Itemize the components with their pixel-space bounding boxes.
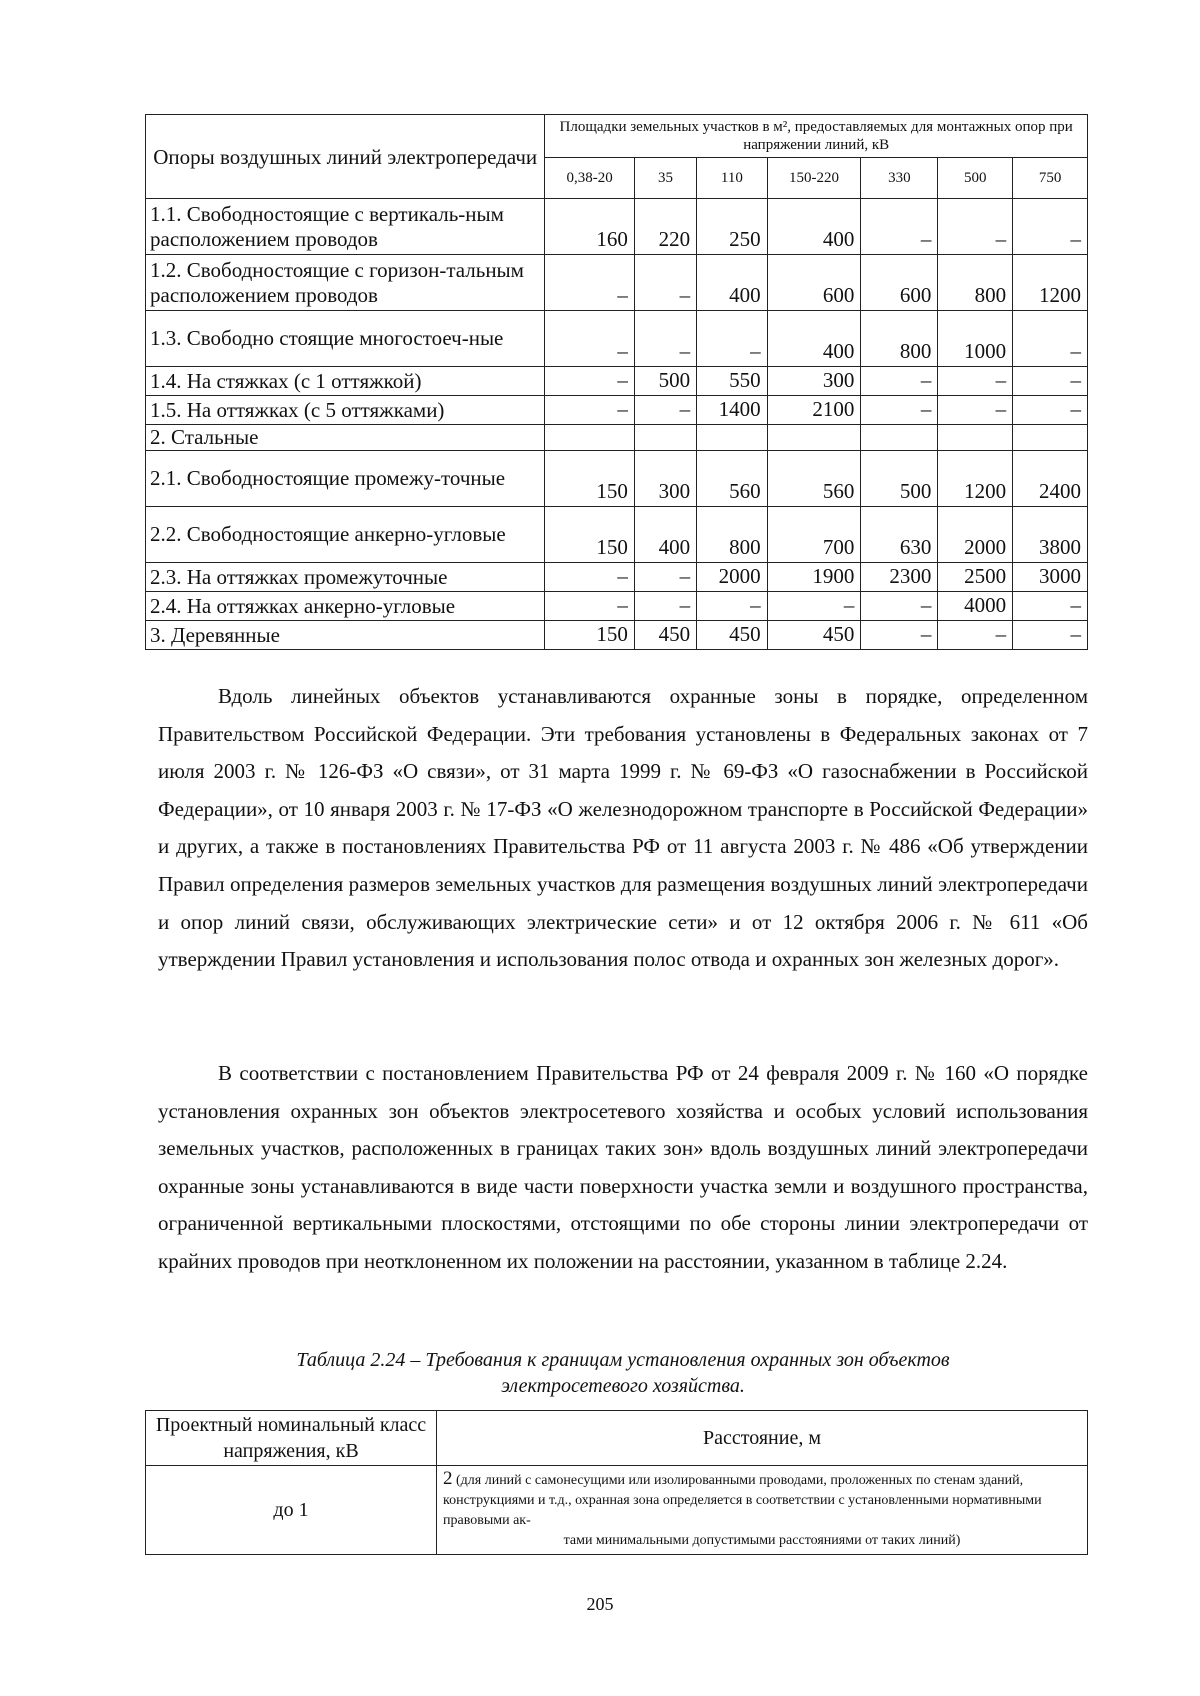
area-value-cell: – xyxy=(1013,396,1088,425)
area-value-cell: – xyxy=(545,311,635,367)
body-paragraph xyxy=(158,678,1088,979)
area-value-cell: 2500 xyxy=(938,563,1013,592)
area-value-cell: – xyxy=(545,563,635,592)
area-value-cell: – xyxy=(1013,621,1088,650)
area-value-cell: – xyxy=(861,621,938,650)
area-value-cell: – xyxy=(767,592,861,621)
area-value-cell: – xyxy=(861,396,938,425)
area-value-cell: 300 xyxy=(634,451,696,507)
area-value-cell: – xyxy=(861,592,938,621)
area-value-cell: 560 xyxy=(697,451,768,507)
area-value-cell: – xyxy=(861,367,938,396)
support-type-cell: 2. Стальные xyxy=(146,425,545,451)
support-type-cell: 1.2. Свободностоящие с горизон-тальным расположением проводов xyxy=(146,255,545,311)
area-value-cell: 600 xyxy=(861,255,938,311)
area-value-cell xyxy=(767,425,861,451)
area-value-cell: 160 xyxy=(545,199,635,255)
support-type-cell: 2.1. Свободностоящие промежу-точные xyxy=(146,451,545,507)
distance-value: 2 xyxy=(443,1468,453,1489)
voltage-header: 35 xyxy=(634,158,696,199)
area-value-cell: 400 xyxy=(634,507,696,563)
protection-zone-table xyxy=(145,1410,1088,1555)
area-value-cell: 500 xyxy=(634,367,696,396)
voltage-class-header: Проектный номинальный класс напряжения, кВ xyxy=(146,1411,437,1466)
area-value-cell: – xyxy=(1013,311,1088,367)
area-value-cell: 1200 xyxy=(938,451,1013,507)
voltage-header: 330 xyxy=(861,158,938,199)
area-value-cell: 800 xyxy=(938,255,1013,311)
area-value-cell xyxy=(1013,425,1088,451)
table-row xyxy=(146,451,1088,507)
table-row xyxy=(146,255,1088,311)
area-value-cell: – xyxy=(545,396,635,425)
voltage-header: 110 xyxy=(697,158,768,199)
distance-cell xyxy=(437,1466,1088,1555)
distance-note-end: тами минимальными допустимыми расстояниями от таких линий) xyxy=(563,1533,961,1548)
area-value-cell: 400 xyxy=(767,199,861,255)
area-value-cell: – xyxy=(938,199,1013,255)
area-value-cell: – xyxy=(938,621,1013,650)
voltage-header: 500 xyxy=(938,158,1013,199)
area-value-cell: 1000 xyxy=(938,311,1013,367)
support-type-cell: 2.4. На оттяжках анкерно-угловые xyxy=(146,592,545,621)
area-value-cell: – xyxy=(861,199,938,255)
body-paragraph xyxy=(158,1055,1088,1281)
area-value-cell: – xyxy=(634,255,696,311)
area-value-cell: – xyxy=(634,592,696,621)
area-value-cell: 800 xyxy=(697,507,768,563)
area-value-cell xyxy=(634,425,696,451)
paragraph-text: В соответствии с постановлением Правительства РФ от 24 февраля 2009 г. № 160 «О порядке установления охранных зон объектов электросетевого хозяйства и особых условий использования земельных участков, расположенных в границах таких зон» вдоль воздушных линий электропередачи охранные зоны устанавливаются в виде части поверхности участка земли и воздушного пространства, ограниченной вертикальными плоскостями, отстоящими по обе стороны линии электропередачи от крайних проводов при неотклоненном их положении на расстоянии, указанном в таблице 2.24. xyxy=(158,1061,1088,1273)
area-value-cell: 220 xyxy=(634,199,696,255)
support-type-cell: 2.3. На оттяжках промежуточные xyxy=(146,563,545,592)
table-row xyxy=(146,563,1088,592)
table-caption-line: Таблица 2.24 – Требования к границам установления охранных зон объектов xyxy=(296,1349,950,1371)
area-value-cell: 1400 xyxy=(697,396,768,425)
area-value-cell: – xyxy=(1013,199,1088,255)
area-value-cell xyxy=(938,425,1013,451)
area-value-cell: – xyxy=(938,396,1013,425)
area-value-cell: 450 xyxy=(697,621,768,650)
voltage-class-cell: до 1 xyxy=(146,1466,437,1555)
area-value-cell: – xyxy=(634,563,696,592)
pylon-land-area-table xyxy=(145,114,1088,650)
area-value-cell: 250 xyxy=(697,199,768,255)
support-type-cell: 1.4. На стяжках (с 1 оттяжкой) xyxy=(146,367,545,396)
row-label-header: Опоры воздушных линий электропередачи xyxy=(146,115,545,199)
table-row xyxy=(146,592,1088,621)
area-value-cell xyxy=(861,425,938,451)
table-row xyxy=(146,311,1088,367)
area-value-cell: 550 xyxy=(697,367,768,396)
area-value-cell xyxy=(545,425,635,451)
area-value-cell: – xyxy=(697,311,768,367)
area-value-cell xyxy=(697,425,768,451)
page-number: 205 xyxy=(586,1594,614,1614)
area-value-cell: 800 xyxy=(861,311,938,367)
area-value-cell: 450 xyxy=(634,621,696,650)
area-value-cell: 3000 xyxy=(1013,563,1088,592)
area-value-cell: 1900 xyxy=(767,563,861,592)
table-row xyxy=(146,367,1088,396)
voltage-header: 150-220 xyxy=(767,158,861,199)
area-value-cell: – xyxy=(545,367,635,396)
table-caption xyxy=(158,1347,1088,1399)
area-value-cell: 2000 xyxy=(697,563,768,592)
voltage-header: 0,38-20 xyxy=(545,158,635,199)
area-value-cell: 3800 xyxy=(1013,507,1088,563)
distance-header: Расстояние, м xyxy=(437,1411,1088,1466)
area-value-cell: – xyxy=(634,311,696,367)
paragraph-text: Вдоль линейных объектов устанавливаются охранные зоны в порядке, определенном Правительством Российской Федерации. Эти требования установлены в Федеральных законах от 7 июля 2003 г. № 126-ФЗ «О связи», от 31 марта 1999 г. № 69-ФЗ «О газоснабжении в Российской Федерации», от 10 января 2003 г. № 17-ФЗ «О железнодорожном транспорте в Российской Федерации» и других, а также в постановлениях Правительства РФ от 11 августа 2003 г. № 486 «Об утверждении Правил определения размеров земельных участков для размещения воздушных линий электропередачи и опор линий связи, обслуживающих электрические сети» и от 12 октября 2006 г. № 611 «Об утверждении Правил установления и использования полос отвода и охранных зон железных дорог». xyxy=(158,684,1088,972)
area-value-cell: – xyxy=(545,592,635,621)
support-type-cell: 1.3. Свободно стоящие многостоеч-ные xyxy=(146,311,545,367)
area-value-cell: – xyxy=(697,592,768,621)
area-value-cell: 4000 xyxy=(938,592,1013,621)
area-value-cell: 2100 xyxy=(767,396,861,425)
area-value-cell: – xyxy=(938,367,1013,396)
area-value-cell: 2000 xyxy=(938,507,1013,563)
area-value-cell: 300 xyxy=(767,367,861,396)
area-value-cell: – xyxy=(545,255,635,311)
area-value-cell: 560 xyxy=(767,451,861,507)
area-value-cell: – xyxy=(1013,592,1088,621)
area-value-cell: 2300 xyxy=(861,563,938,592)
area-value-cell: 400 xyxy=(767,311,861,367)
table-row xyxy=(146,425,1088,451)
area-value-cell: 150 xyxy=(545,621,635,650)
area-value-cell: 1200 xyxy=(1013,255,1088,311)
area-value-cell: 600 xyxy=(767,255,861,311)
voltage-super-header: Площадки земельных участков в м², предоставляемых для монтажных опор при напряжении линий, кВ xyxy=(545,115,1088,158)
table-row xyxy=(146,199,1088,255)
area-value-cell: 700 xyxy=(767,507,861,563)
area-value-cell: 500 xyxy=(861,451,938,507)
table-caption-line: электросетевого хозяйства. xyxy=(501,1375,745,1397)
table-header-row xyxy=(146,1411,1088,1466)
area-value-cell: – xyxy=(1013,367,1088,396)
table-row xyxy=(146,621,1088,650)
area-value-cell: 450 xyxy=(767,621,861,650)
pylon-land-area-table-body xyxy=(146,115,1088,650)
support-type-cell: 1.5. На оттяжках (с 5 оттяжками) xyxy=(146,396,545,425)
area-value-cell: 150 xyxy=(545,507,635,563)
area-value-cell: – xyxy=(634,396,696,425)
table-row xyxy=(146,396,1088,425)
support-type-cell: 3. Деревянные xyxy=(146,621,545,650)
support-type-cell: 1.1. Свободностоящие с вертикаль-ным расположением проводов xyxy=(146,199,545,255)
table-row xyxy=(146,1466,1088,1555)
area-value-cell: 400 xyxy=(697,255,768,311)
table-row xyxy=(146,507,1088,563)
support-type-cell: 2.2. Свободностоящие анкерно-угловые xyxy=(146,507,545,563)
area-value-cell: 2400 xyxy=(1013,451,1088,507)
distance-note: (для линий с самонесущими или изолированными проводами, проложенных по стенам зданий, конструкциями и т.д., охранная зона определяется в соответствии с установленными нормативными правовыми ак- xyxy=(443,1473,1042,1528)
table-header-row xyxy=(146,115,1088,158)
area-value-cell: 150 xyxy=(545,451,635,507)
area-value-cell: 630 xyxy=(861,507,938,563)
voltage-header: 750 xyxy=(1013,158,1088,199)
